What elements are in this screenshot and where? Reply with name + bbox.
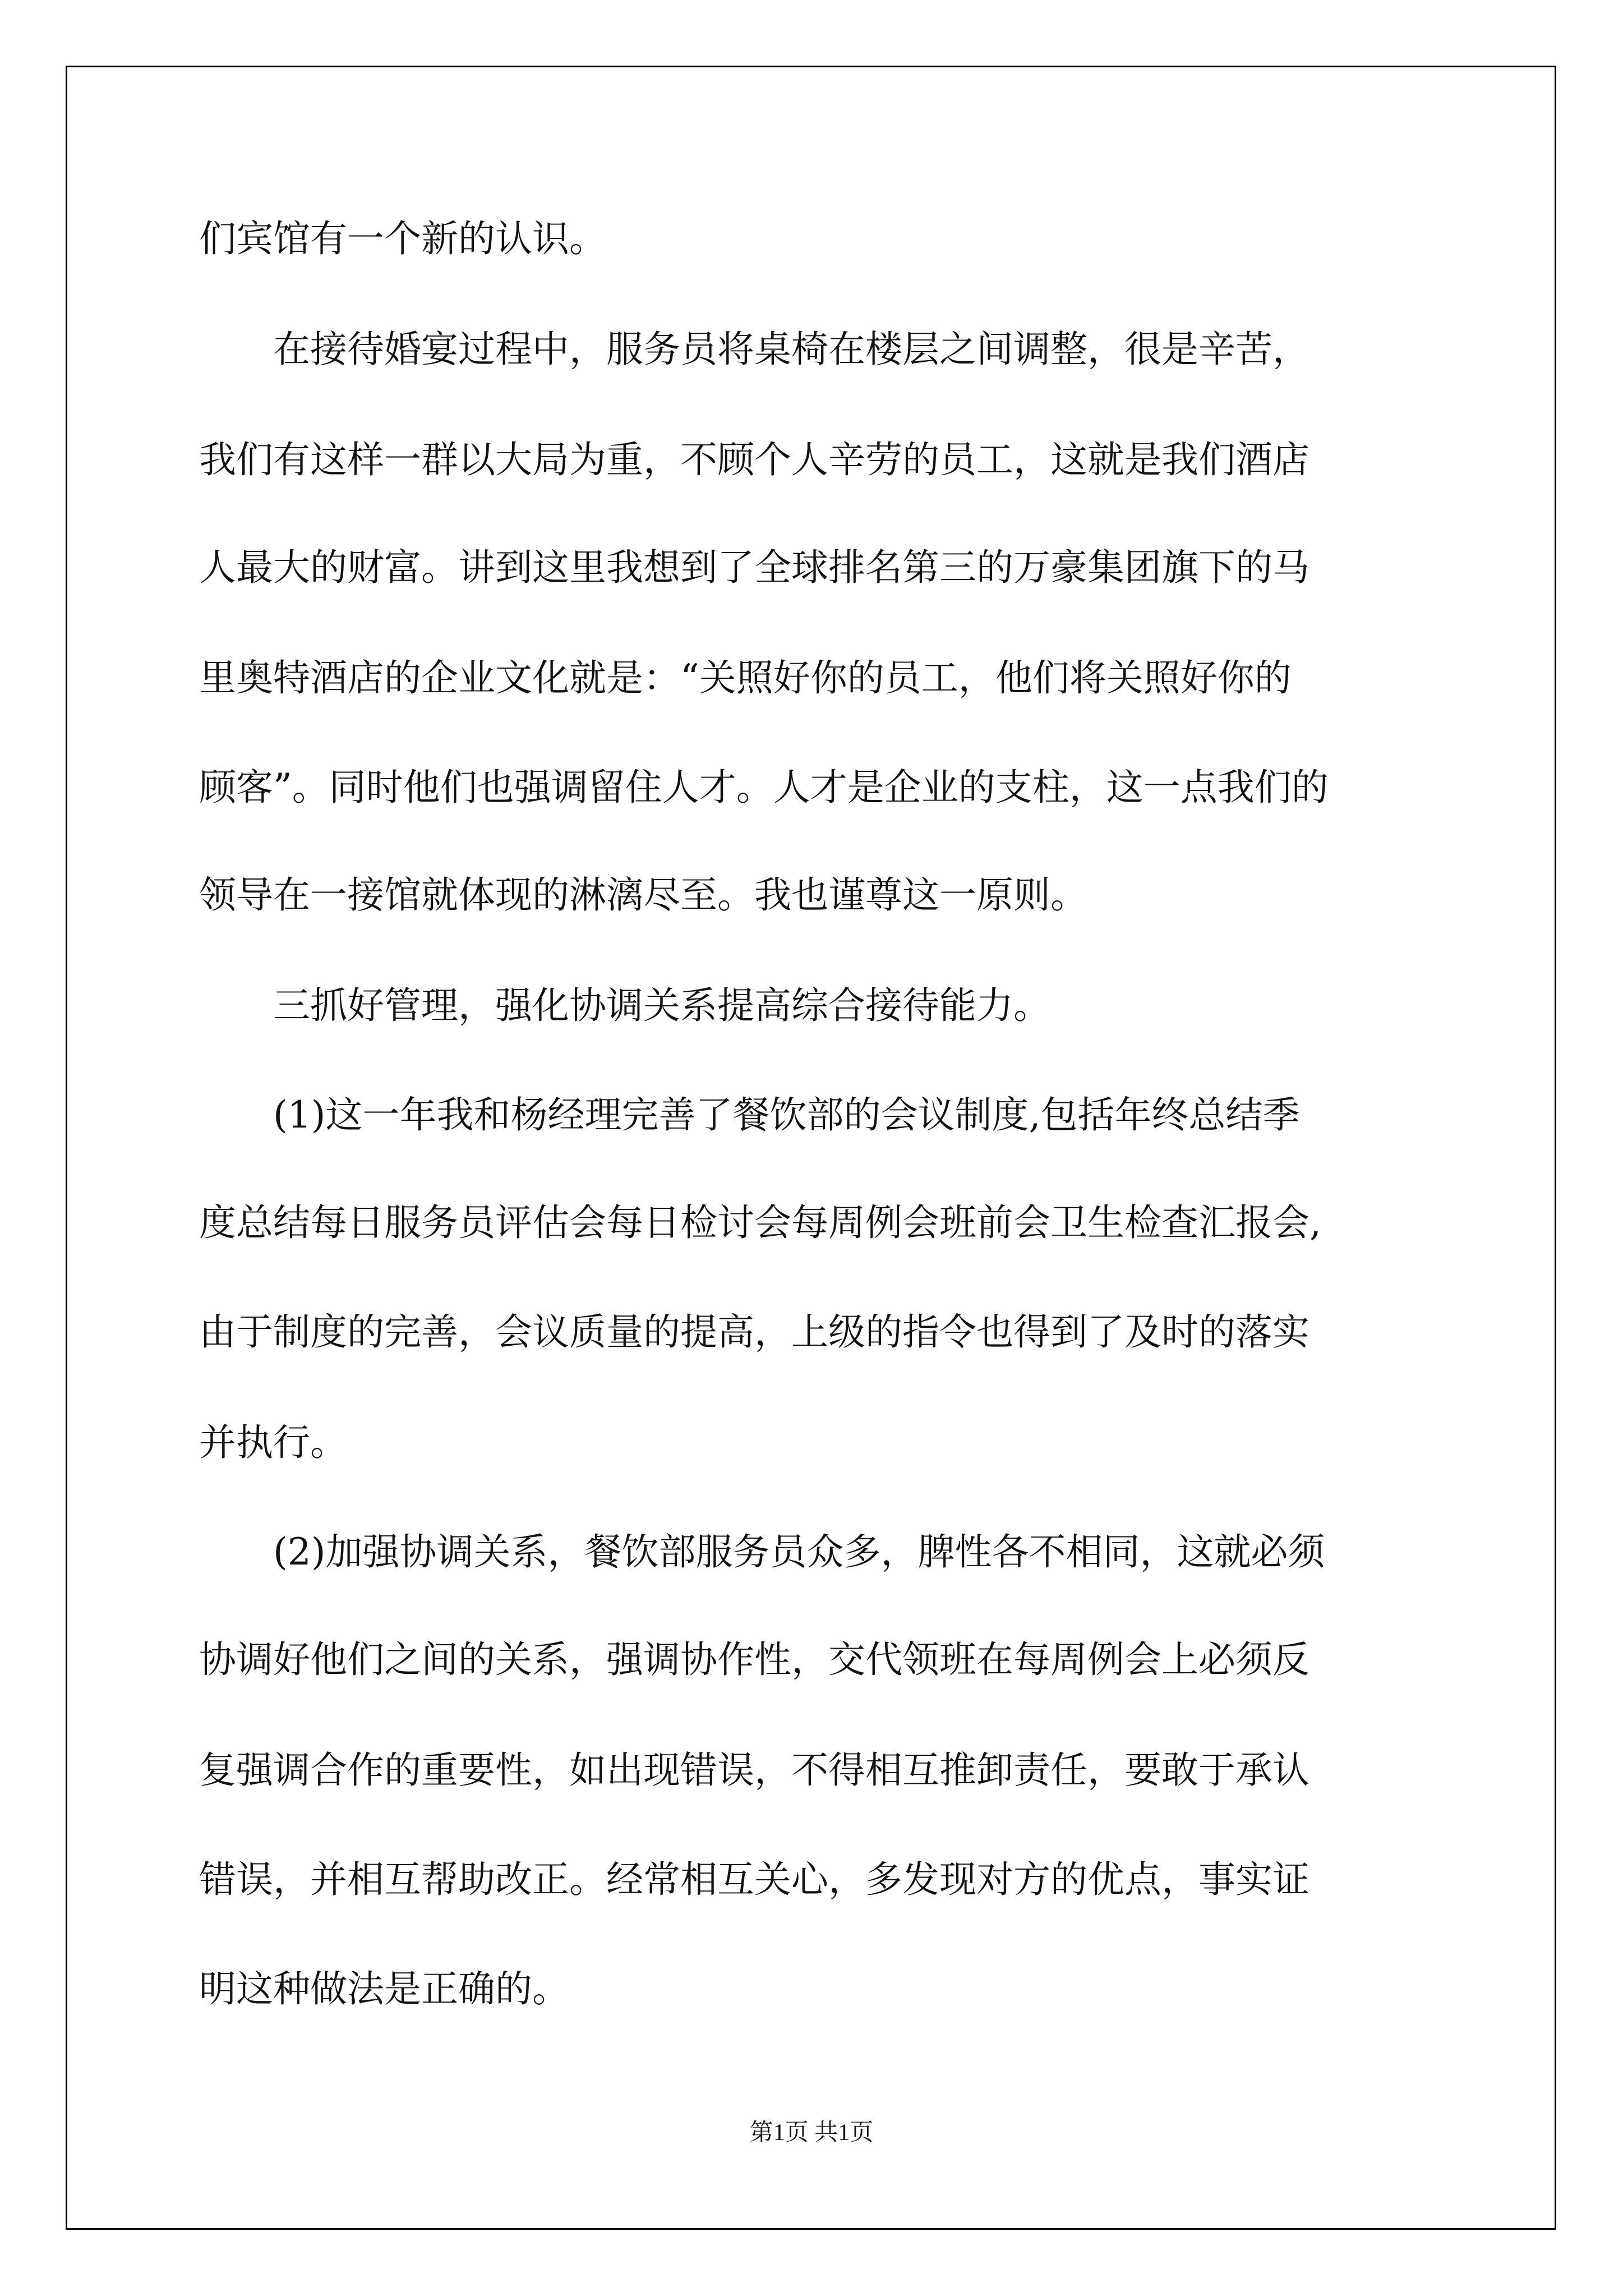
body-line: 协调好他们之间的关系，强调协作性，交代领班在每周例会上必须反 <box>199 1638 1310 1681</box>
body-line: 在接待婚宴过程中，服务员将桌椅在楼层之间调整，很是辛苦， <box>273 328 1310 371</box>
body-line: 复强调合作的重要性，如出现错误，不得相互推卸责任，要敢于承认 <box>199 1749 1310 1792</box>
body-line: 人最大的财富。讲到这里我想到了全球排名第三的万豪集团旗下的马 <box>199 546 1310 589</box>
body-line: (1)这一年我和杨经理完善了餐饮部的会议制度,包括年终总结季 <box>273 1093 1300 1137</box>
body-line: (2)加强协调关系，餐饮部服务员众多，脾性各不相同，这就必须 <box>273 1530 1325 1573</box>
body-line: 顾客”。同时他们也强调留住人才。人才是企业的支柱，这一点我们的 <box>199 766 1329 809</box>
body-line: 明这种做法是正确的。 <box>199 1967 569 2010</box>
body-line: 三抓好管理，强化协调关系提高综合接待能力。 <box>273 984 1050 1027</box>
page-number-footer: 第1页 共1页 <box>749 2120 874 2146</box>
body-line: 我们有这样一群以大局为重，不顾个人辛劳的员工，这就是我们酒店 <box>199 438 1310 481</box>
body-line: 并执行。 <box>199 1421 347 1464</box>
body-line: 们宾馆有一个新的认识。 <box>199 217 606 260</box>
body-line: 领导在一接馆就体现的淋漓尽至。我也谨尊这一原则。 <box>199 873 1087 917</box>
body-line: 度总结每日服务员评估会每日检讨会每周例会班前会卫生检查汇报会, <box>199 1201 1321 1244</box>
body-line: 由于制度的完善，会议质量的提高，上级的指令也得到了及时的落实 <box>199 1310 1310 1354</box>
body-line: 里奥特酒店的企业文化就是：“关照好你的员工，他们将关照好你的 <box>199 656 1292 700</box>
body-line: 错误，并相互帮助改正。经常相互关心，多发现对方的优点，事实证 <box>199 1858 1310 1901</box>
page-border <box>66 66 1556 2230</box>
